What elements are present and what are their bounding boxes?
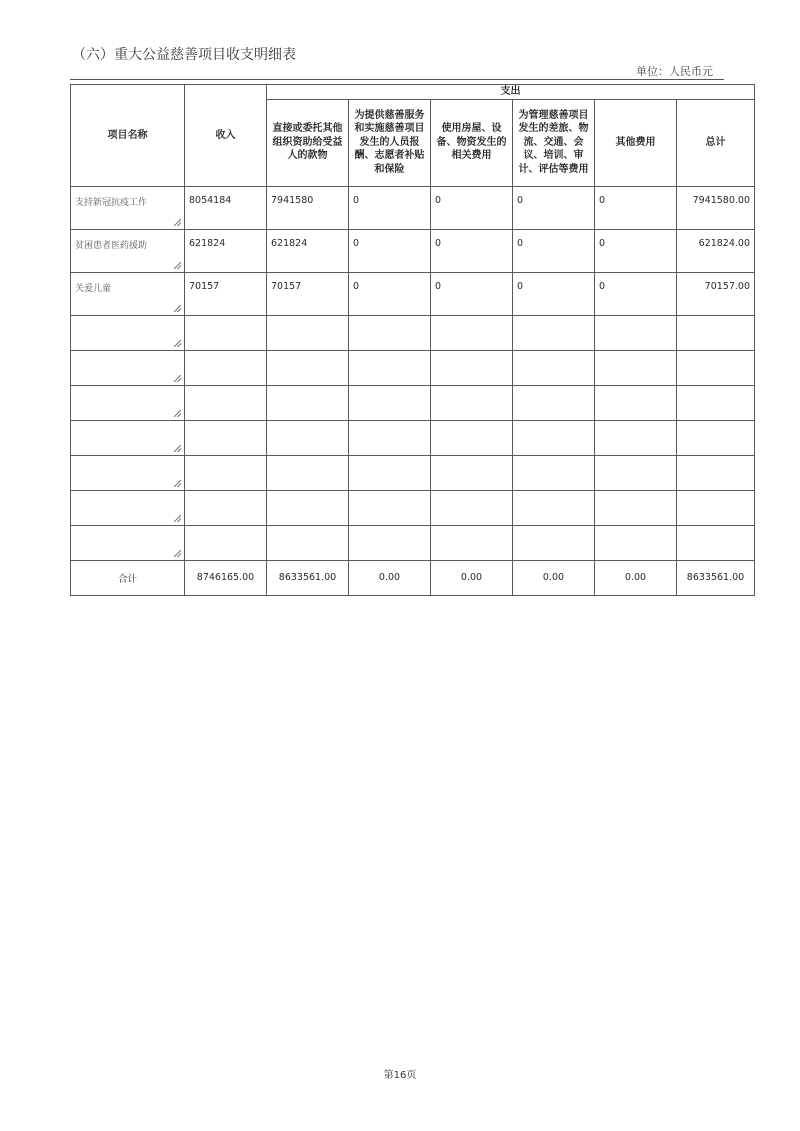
header-facility-cost: 使用房屋、设备、物资发生的相关费用: [431, 99, 513, 186]
empty-cell: [431, 385, 513, 420]
summary-other-cost: 0.00: [595, 560, 677, 595]
project-name-field[interactable]: 关爱儿童: [71, 272, 185, 315]
empty-cell: [349, 420, 431, 455]
project-name-field[interactable]: 贫困患者医药援助: [71, 229, 185, 272]
empty-cell: [267, 315, 349, 350]
empty-cell: [595, 455, 677, 490]
empty-cell: [595, 525, 677, 560]
summary-admin-cost: 0.00: [513, 560, 595, 595]
empty-cell: [431, 350, 513, 385]
empty-cell: [349, 525, 431, 560]
unit-rule: [70, 79, 724, 80]
empty-cell: [677, 350, 755, 385]
empty-cell: [513, 385, 595, 420]
empty-cell: [677, 385, 755, 420]
resize-handle-icon[interactable]: [174, 480, 181, 487]
project-name-field[interactable]: [71, 350, 185, 385]
staff-cost-cell: 0: [349, 186, 431, 229]
empty-cell: [513, 350, 595, 385]
empty-row: [71, 315, 755, 350]
resize-handle-icon[interactable]: [174, 515, 181, 522]
empty-row: [71, 490, 755, 525]
project-name-field[interactable]: [71, 420, 185, 455]
resize-handle-icon[interactable]: [174, 445, 181, 452]
empty-cell: [513, 420, 595, 455]
resize-handle-icon[interactable]: [174, 219, 181, 226]
other-cost-cell: 0: [595, 272, 677, 315]
project-name-field[interactable]: [71, 455, 185, 490]
income-cell: 621824: [185, 229, 267, 272]
staff-cost-cell: 0: [349, 229, 431, 272]
empty-cell: [595, 350, 677, 385]
header-other-cost: 其他费用: [595, 99, 677, 186]
direct-aid-cell: 621824: [267, 229, 349, 272]
empty-cell: [349, 455, 431, 490]
empty-row: [71, 525, 755, 560]
empty-cell: [185, 420, 267, 455]
empty-cell: [677, 315, 755, 350]
empty-cell: [185, 525, 267, 560]
empty-cell: [185, 455, 267, 490]
summary-total: 8633561.00: [677, 560, 755, 595]
resize-handle-icon[interactable]: [174, 340, 181, 347]
facility-cost-cell: 0: [431, 186, 513, 229]
empty-row: [71, 385, 755, 420]
empty-cell: [595, 420, 677, 455]
empty-cell: [185, 315, 267, 350]
empty-cell: [595, 490, 677, 525]
header-staff-cost: 为提供慈善服务和实施慈善项目发生的人员报酬、志愿者补贴和保险: [349, 99, 431, 186]
empty-cell: [513, 525, 595, 560]
header-project-name: 项目名称: [71, 85, 185, 187]
summary-staff-cost: 0.00: [349, 560, 431, 595]
total-cell: 621824.00: [677, 229, 755, 272]
empty-cell: [677, 525, 755, 560]
empty-cell: [267, 350, 349, 385]
summary-label: 合计: [71, 560, 185, 595]
empty-cell: [431, 420, 513, 455]
admin-cost-cell: 0: [513, 186, 595, 229]
resize-handle-icon[interactable]: [174, 262, 181, 269]
header-expense: 支出: [267, 85, 755, 100]
empty-cell: [267, 455, 349, 490]
total-cell: 7941580.00: [677, 186, 755, 229]
project-name-field[interactable]: [71, 490, 185, 525]
admin-cost-cell: 0: [513, 272, 595, 315]
header-admin-cost: 为管理慈善项目发生的差旅、物流、交通、会议、培训、审计、评估等费用: [513, 99, 595, 186]
empty-cell: [185, 350, 267, 385]
empty-cell: [431, 490, 513, 525]
table-row: [71, 229, 755, 272]
empty-cell: [677, 420, 755, 455]
empty-row: [71, 455, 755, 490]
direct-aid-cell: 7941580: [267, 186, 349, 229]
resize-handle-icon[interactable]: [174, 550, 181, 557]
table-row: [71, 272, 755, 315]
empty-cell: [349, 350, 431, 385]
resize-handle-icon[interactable]: [174, 375, 181, 382]
summary-income: 8746165.00: [185, 560, 267, 595]
empty-cell: [513, 315, 595, 350]
empty-cell: [431, 455, 513, 490]
page-title: （六）重大公益慈善项目收支明细表: [72, 47, 296, 63]
empty-cell: [349, 490, 431, 525]
total-cell: 70157.00: [677, 272, 755, 315]
summary-direct-aid: 8633561.00: [267, 560, 349, 595]
charity-project-table: [70, 84, 755, 596]
facility-cost-cell: 0: [431, 272, 513, 315]
project-name-field[interactable]: [71, 315, 185, 350]
empty-cell: [595, 385, 677, 420]
empty-cell: [267, 385, 349, 420]
resize-handle-icon[interactable]: [174, 305, 181, 312]
empty-cell: [349, 385, 431, 420]
income-cell: 70157: [185, 272, 267, 315]
facility-cost-cell: 0: [431, 229, 513, 272]
empty-cell: [513, 490, 595, 525]
admin-cost-cell: 0: [513, 229, 595, 272]
direct-aid-cell: 70157: [267, 272, 349, 315]
empty-row: [71, 420, 755, 455]
empty-cell: [431, 315, 513, 350]
empty-cell: [513, 455, 595, 490]
other-cost-cell: 0: [595, 229, 677, 272]
empty-cell: [349, 315, 431, 350]
empty-cell: [185, 490, 267, 525]
empty-cell: [595, 315, 677, 350]
other-cost-cell: 0: [595, 186, 677, 229]
empty-cell: [267, 490, 349, 525]
project-name-field[interactable]: [71, 525, 185, 560]
summary-facility-cost: 0.00: [431, 560, 513, 595]
unit-label: 单位：人民币元: [636, 65, 713, 78]
empty-cell: [431, 525, 513, 560]
table-row: [71, 186, 755, 229]
empty-cell: [267, 420, 349, 455]
project-name-field[interactable]: [71, 385, 185, 420]
staff-cost-cell: 0: [349, 272, 431, 315]
empty-cell: [677, 490, 755, 525]
income-cell: 8054184: [185, 186, 267, 229]
header-total: 总计: [677, 99, 755, 186]
page-number: 第16页: [383, 1070, 417, 1081]
header-income: 收入: [185, 85, 267, 187]
project-name-field[interactable]: 支持新冠抗疫工作: [71, 186, 185, 229]
header-direct-aid: 直接或委托其他组织资助给受益人的款物: [267, 99, 349, 186]
empty-row: [71, 350, 755, 385]
summary-row: [71, 560, 755, 595]
empty-cell: [677, 455, 755, 490]
resize-handle-icon[interactable]: [174, 410, 181, 417]
empty-cell: [185, 385, 267, 420]
empty-cell: [267, 525, 349, 560]
